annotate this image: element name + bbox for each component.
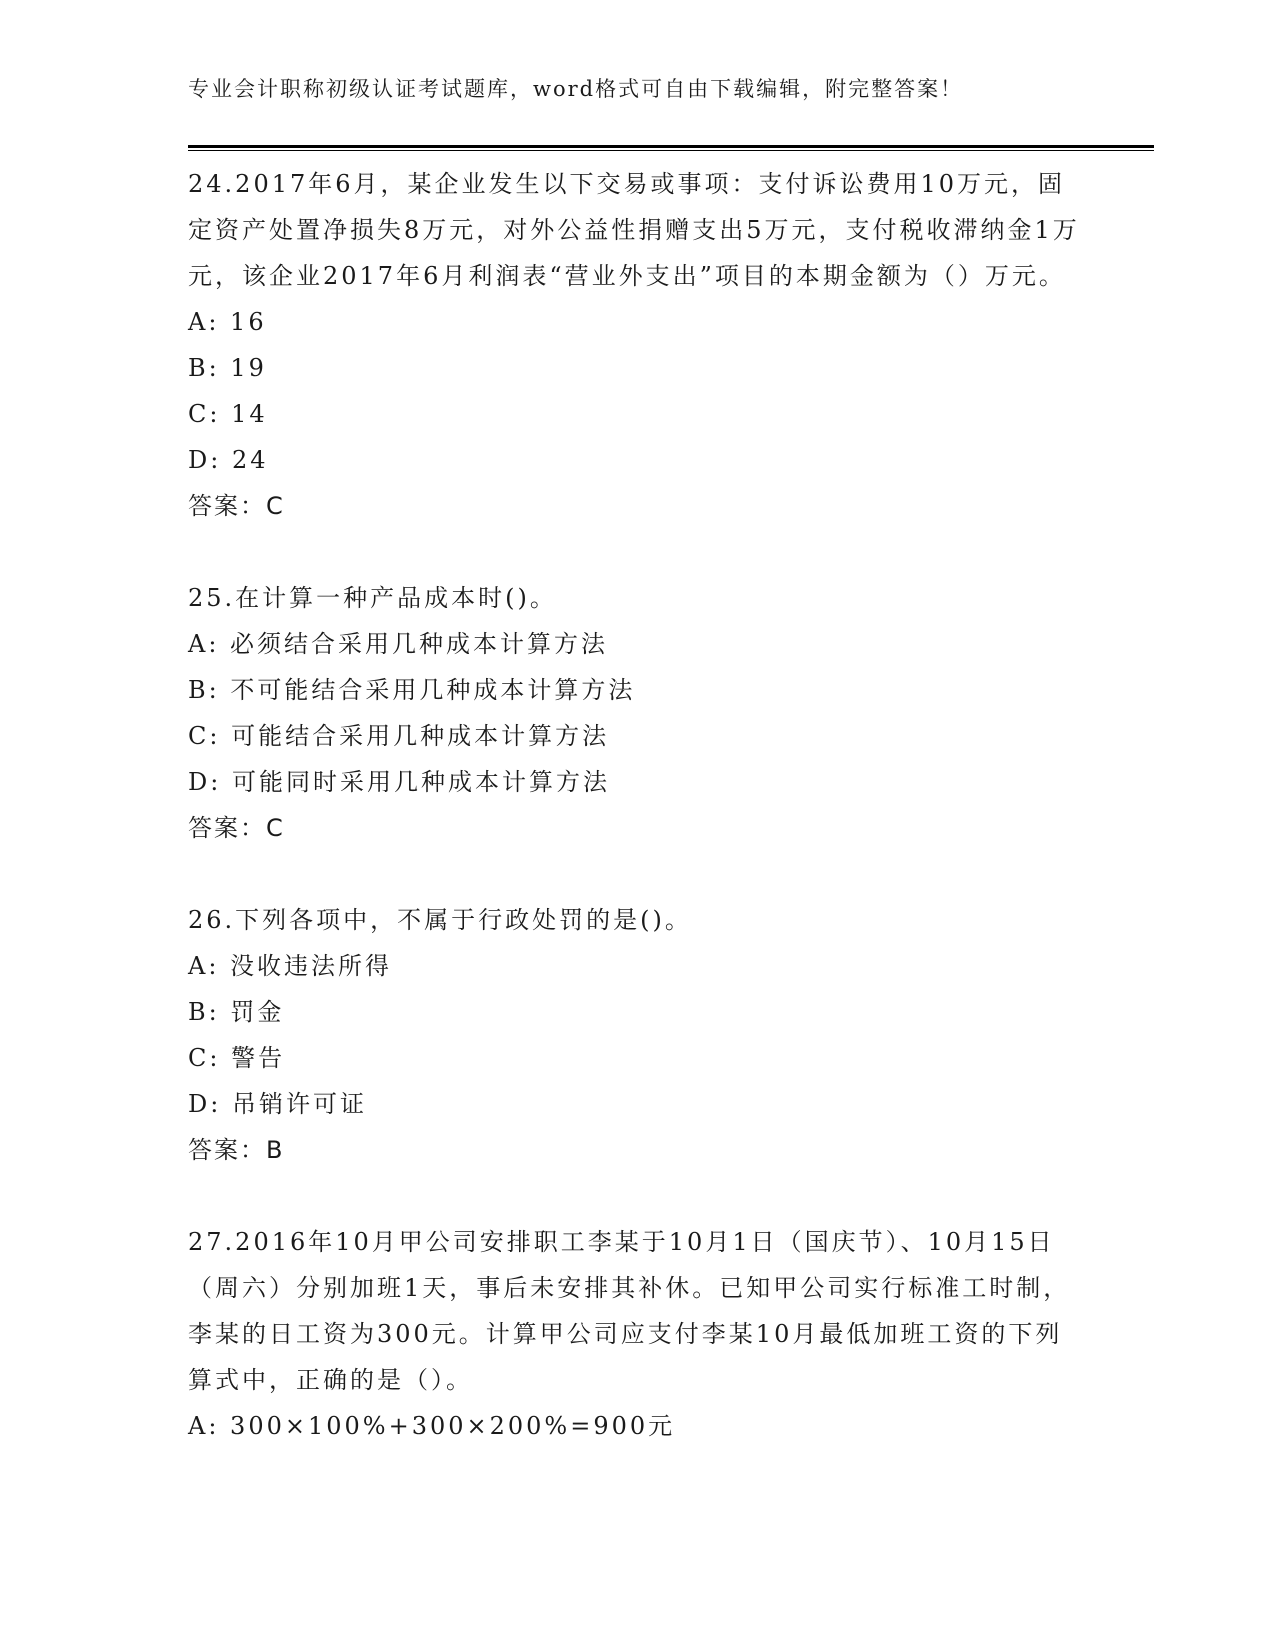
answer: 答案：B — [188, 1136, 285, 1164]
option-d: D: 吊销许可证 — [188, 1090, 367, 1118]
question-25 — [188, 575, 1088, 851]
option-a: A: 没收违法所得 — [188, 952, 393, 980]
option-b: B: 19 — [188, 354, 267, 382]
question-24 — [188, 161, 1088, 529]
question-stem: 25.在计算一种产品成本时()。 — [188, 584, 557, 612]
option-d: D: 24 — [188, 446, 269, 474]
question-stem: 27.2016年10月甲公司安排职工李某于10月1日（国庆节）、10月15日（周六）分别加班1天，事后未安排其补休。已知甲公司实行标准工时制，李某的日工资为300元。计算甲公司应支付李某10月最低加班工资的下列算式中，正确的是（）。 — [188, 1228, 1071, 1394]
question-26 — [188, 897, 1088, 1173]
option-b: B: 不可能结合采用几种成本计算方法 — [188, 676, 636, 704]
option-c: C: 可能结合采用几种成本计算方法 — [188, 722, 610, 750]
option-c: C: 14 — [188, 400, 268, 428]
answer: 答案：C — [188, 814, 285, 842]
header-divider — [188, 145, 1154, 148]
page-header: 专业会计职称初级认证考试题库，word格式可自由下载编辑，附完整答案！ — [188, 77, 964, 101]
question-stem: 26.下列各项中，不属于行政处罚的是()。 — [188, 906, 692, 934]
question-list — [188, 161, 1088, 1449]
option-a: A: 16 — [188, 308, 267, 336]
option-b: B: 罚金 — [188, 998, 285, 1026]
answer: 答案：C — [188, 492, 285, 520]
option-a: A: 必须结合采用几种成本计算方法 — [188, 630, 609, 658]
option-c: C: 警告 — [188, 1044, 286, 1072]
option-a: A: 300×100%+300×200%=900元 — [188, 1412, 676, 1440]
header-divider-thin — [188, 150, 1154, 151]
question-stem: 24.2017年6月，某企业发生以下交易或事项：支付诉讼费用10万元，固定资产处置净损失8万元，对外公益性捐赠支出5万元，支付税收滞纳金1万元，该企业2017年6月利润表“营业外支出”项目的本期金额为（）万元。 — [188, 170, 1080, 290]
question-27 — [188, 1219, 1088, 1449]
option-d: D: 可能同时采用几种成本计算方法 — [188, 768, 610, 796]
